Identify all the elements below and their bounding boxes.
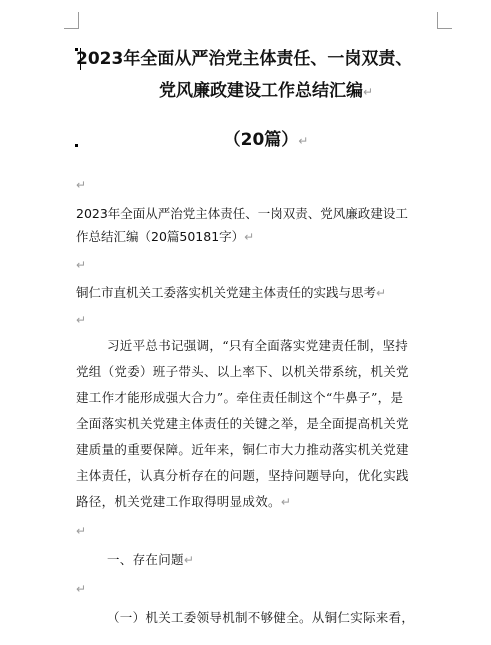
crop-mark-top-left <box>64 12 79 29</box>
document-title-line-1[interactable] <box>76 47 452 71</box>
section-heading-text: 一、存在问题 <box>107 552 184 567</box>
body-text: 路径，机关党建工作取得明显成效。 <box>76 494 281 509</box>
paragraph-mark-icon: ↵ <box>76 178 87 192</box>
title-text: 2023年全面从严治党主体责任、一岗双责、 <box>76 49 413 69</box>
article-heading-text: 铜仁市直机关工委落实机关党建主体责任的实践与思考 <box>76 285 377 300</box>
body-line[interactable] <box>76 441 409 459</box>
document-title-line-2[interactable] <box>76 79 456 104</box>
empty-paragraph[interactable] <box>76 580 86 598</box>
paragraph-mark-icon: ↵ <box>298 134 309 148</box>
body-line[interactable] <box>76 493 291 511</box>
body-line[interactable] <box>76 467 409 485</box>
empty-paragraph[interactable] <box>76 176 86 194</box>
title-text: 党风廉政建设工作总结汇编 <box>158 81 363 101</box>
body-line[interactable] <box>76 415 409 433</box>
paragraph-mark-icon: ↵ <box>280 495 292 509</box>
paragraph-mark-icon: ↵ <box>76 582 87 596</box>
subtitle-line-1[interactable] <box>76 205 408 223</box>
paragraph-mark-icon: ↵ <box>362 85 374 99</box>
body-text: 主体责任，认真分析存在的问题，坚持问题导向，优化实践 <box>76 468 409 483</box>
paragraph-mark-icon: ↵ <box>376 286 387 300</box>
subsection-line[interactable] <box>107 609 414 627</box>
body-line[interactable] <box>76 363 409 381</box>
title-text: （20篇） <box>223 130 299 150</box>
body-text: 建质量的重要保障。近年来，铜仁市大力推动落实机关党建 <box>76 442 409 457</box>
subtitle-text: 2023年全面从严治党主体责任、一岗双责、党风廉政建设工 <box>76 206 408 221</box>
body-text: 习近平总书记强调，“只有全面落实党建责任制，坚持 <box>107 338 409 353</box>
crop-mark-top-right <box>437 12 452 29</box>
body-line[interactable] <box>107 337 408 355</box>
body-text: 建工作才能形成强大合力”。牵住责任制这个“牛鼻子”，是 <box>76 390 404 405</box>
paragraph-mark-icon: ↵ <box>183 553 195 567</box>
body-text: 全面落实机关党建主体责任的关键之举，是全面提高机关党 <box>76 416 409 431</box>
body-text: 党组（党委）班子带头、以上率下、以机关带系统，机关党 <box>76 364 409 379</box>
subsection-text: （一）机关工委领导机制不够健全。从铜仁实际来看， <box>107 610 415 625</box>
subtitle-text: 作总结汇编（20篇50181字） <box>76 229 245 244</box>
empty-paragraph[interactable] <box>76 256 86 274</box>
paragraph-mark-icon: ↵ <box>76 258 87 272</box>
article-heading[interactable] <box>76 284 386 302</box>
empty-paragraph[interactable] <box>76 522 86 540</box>
subtitle-line-2[interactable] <box>76 228 254 246</box>
paragraph-mark-icon: ↵ <box>76 524 87 538</box>
paragraph-mark-icon: ↵ <box>244 230 255 244</box>
empty-paragraph[interactable] <box>76 311 86 329</box>
section-heading[interactable] <box>107 551 194 569</box>
document-title-line-3[interactable] <box>76 128 456 153</box>
body-line[interactable] <box>76 389 403 407</box>
paragraph-mark-icon: ↵ <box>76 313 87 327</box>
